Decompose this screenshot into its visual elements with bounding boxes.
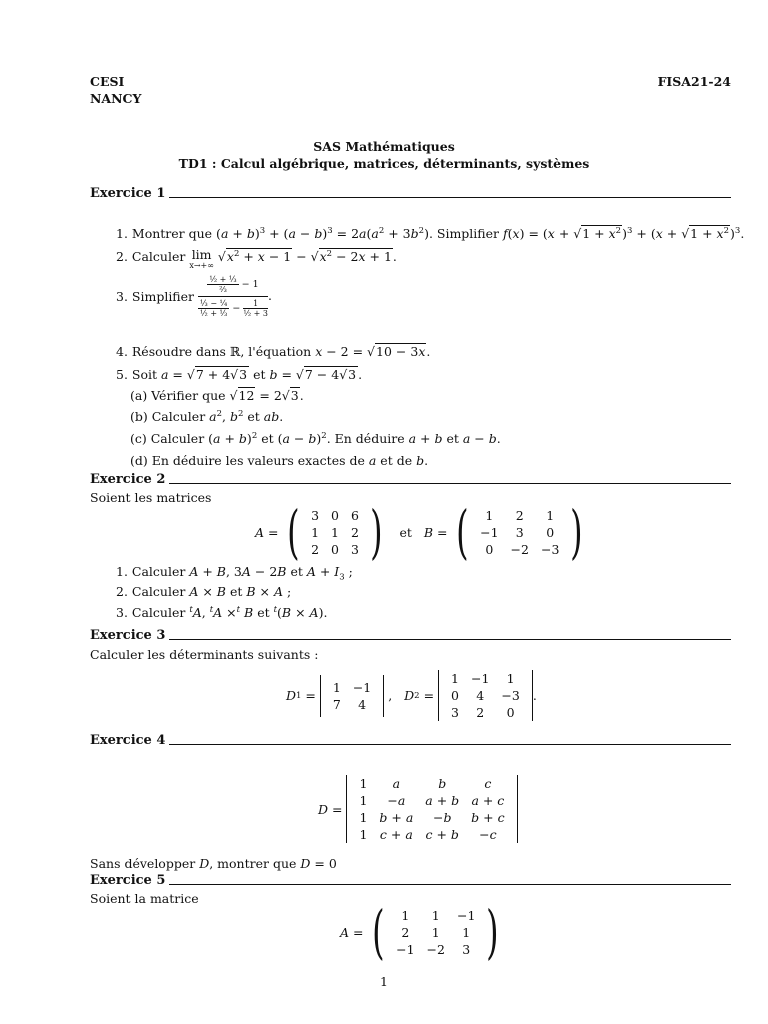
- ex2-matrices: A = ( 3 0 6 1 1 2 2 0 3 ) et B = ( 1 2 1 −1 3 0 0 −2 −3 ): [255, 498, 583, 566]
- ex3-determinants: D 1 = 1 −1 7 4 , D 2 = 1 −1 1 0 4 −3 3 2 0 .: [286, 671, 537, 720]
- determinant-D1: 1 −1 7 4: [332, 679, 372, 712]
- ex1-question-5c: (c) Calculer $(a + b)^2$ et $(a - b)^2$. En déduire a + b et a − b.: [130, 431, 501, 447]
- ex1-question-2: 2. Calculer lim x→+∞ $√x^2 + x - 1 - √x^2 - 2x + 1$.: [116, 247, 397, 270]
- ex5-intro: Soient la matrice: [90, 891, 199, 906]
- determinant-D: 1 a b c 1 −a a + b a + c 1 b + a −b b + c 1 c + a c + b −c: [359, 776, 505, 842]
- exercise-2-title: Exercice 2: [90, 472, 166, 487]
- exercise-3-title: Exercice 3: [90, 628, 166, 643]
- ex4-text: Sans développer D, montrer que D = 0: [90, 856, 337, 871]
- matrix-A: 3 0 6 1 1 2 2 0 3: [311, 507, 359, 557]
- nested-fraction: $\frac{\text{½ + ⅓}}{\text{⅔}}$ − 1 $\frac{\text{⅓ − ¼}}{\text{½ + ⅓}}$ − $\frac{1}{\text{½ + 3}}$: [200, 275, 268, 318]
- page-subtitle: TD1 : Calcul algébrique, matrices, déterminants, systèmes: [178, 156, 590, 171]
- ex1-question-5a: (a) Vérifier que √12 = 2√3.: [130, 388, 304, 403]
- page-title: SAS Mathématiques: [313, 139, 455, 154]
- ex2-intro: Soient les matrices: [90, 490, 212, 505]
- ex1-question-5b: (b) Calculer $a^2$, $b^2$ et ab.: [130, 409, 284, 425]
- ex1-question-1: 1. Montrer que $(a + b)^3 + (a - b)^3 = 2a(a^2 + 3b^2)$. Simplifier $f(x) = (x + √1 + x^2)^3 + (x + √1 + x^2)^3$.: [116, 226, 745, 242]
- school-city: NANCY: [90, 91, 142, 106]
- exercise-5-heading: [90, 873, 731, 888]
- exercise-3-heading: [90, 628, 731, 643]
- ex1-question-5d: (d) En déduire les valeurs exactes de a et de b.: [130, 453, 429, 468]
- ex4-determinant: D = 1 a b c 1 −a a + b a + c 1 b + a −b b + c 1 c + a c + b −c: [318, 775, 518, 843]
- ex2-question-3: 3. Calculer $^t$A, $^t$A ×$^t$ B et $^t$(B × A).: [116, 605, 328, 621]
- school-name: CESI: [90, 74, 125, 89]
- matrix-B: 1 2 1 −1 3 0 0 −2 −3: [480, 507, 560, 557]
- exercise-5-title: Exercice 5: [90, 873, 166, 888]
- ex5-matrix: A = ( 1 1 −1 2 1 1 −1 −2 3 ): [340, 898, 499, 966]
- exercise-1-heading: [90, 186, 731, 201]
- ex1-question-4: 4. Résoudre dans ℝ, l'équation x − 2 = √10 − 3x.: [116, 344, 431, 359]
- ex2-question-1: 1. Calculer A + B, 3A − 2B et $A + I_3$ ;: [116, 564, 353, 583]
- page-number: 1: [380, 974, 388, 989]
- exercise-4-title: Exercice 4: [90, 733, 166, 748]
- ex2-question-2: 2. Calculer A × B et B × A ;: [116, 584, 292, 599]
- ex3-intro: Calculer les déterminants suivants :: [90, 647, 319, 662]
- ex1-question-5: 5. Soit a = √7 + 4√3 et b = √7 − 4√3 .: [116, 367, 363, 382]
- course-code: FISA21-24: [657, 74, 731, 89]
- ex1-question-3: 3. Simplifier $\frac{\text{½ + ⅓}}{\text{⅔}}$ − 1 $\frac{\text{⅓ − ¼}}{\text{½ + ⅓}}$ − $\frac{1}{\text{½ + 3}}$ .: [116, 275, 272, 318]
- exercise-2-heading: [90, 472, 731, 487]
- exercise-1-title: Exercice 1: [90, 186, 166, 201]
- matrix-A5: 1 1 −1 2 1 1 −1 −2 3: [396, 907, 476, 957]
- determinant-D2: 1 −1 1 0 4 −3 3 2 0: [451, 671, 520, 720]
- exercise-4-heading: [90, 733, 731, 748]
- heading-rule: [169, 197, 731, 198]
